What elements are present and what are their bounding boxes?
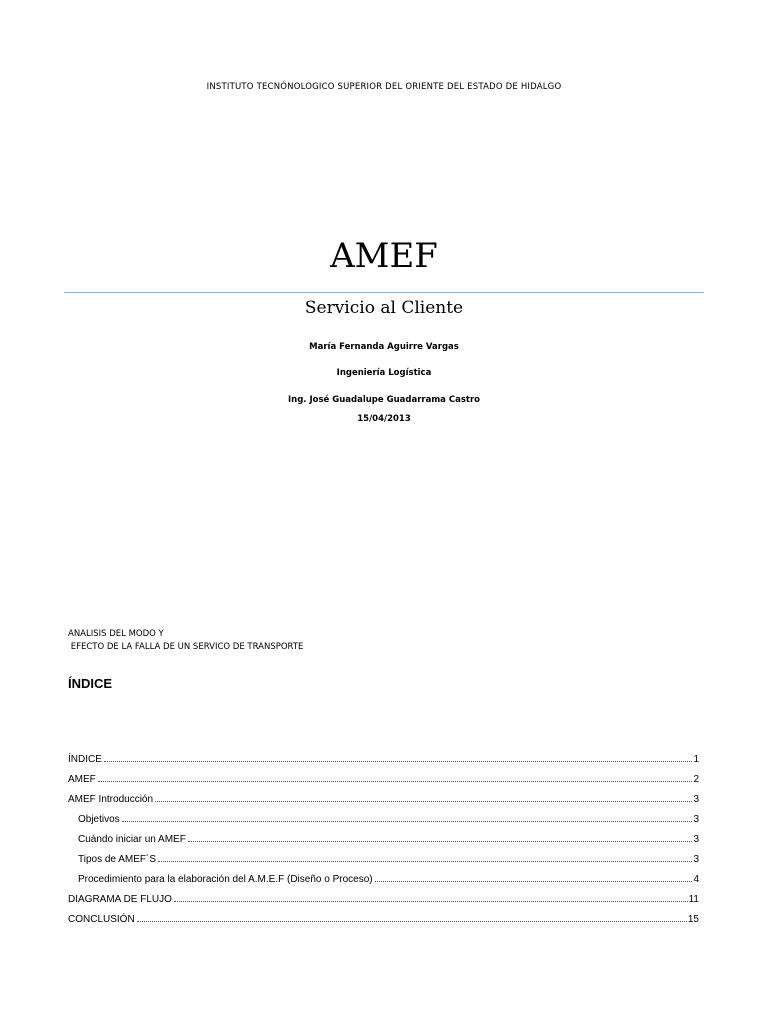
index-heading: ÍNDICE: [68, 676, 113, 691]
document-date: 15/04/2013: [357, 414, 411, 424]
toc-page-number: 3: [693, 794, 699, 805]
toc-leader-dots: [174, 900, 688, 902]
career-name: Ingeniería Logística: [336, 368, 432, 378]
toc-entry[interactable]: [68, 872, 699, 892]
toc-label: DIAGRAMA DE FLUJO: [68, 894, 172, 905]
toc-leader-dots: [375, 880, 693, 882]
toc-label: CONCLUSIÓN: [68, 914, 135, 925]
toc-entry[interactable]: [68, 792, 699, 812]
toc-entry[interactable]: [68, 772, 699, 792]
toc-label: Cuándo iniciar un AMEF: [78, 834, 186, 845]
toc-leader-dots: [158, 860, 692, 862]
teacher-name: Ing. José Guadalupe Guadarrama Castro: [287, 395, 480, 405]
toc-page-number: 3: [693, 834, 699, 845]
document-title: AMEF: [330, 236, 438, 276]
toc-entry[interactable]: [68, 892, 699, 912]
toc-label: ÍNDICE: [68, 754, 102, 765]
toc-leader-dots: [188, 840, 693, 842]
toc-label: Tipos de AMEF´S: [78, 854, 156, 865]
toc-page-number: 2: [693, 774, 699, 785]
toc-label: Procedimiento para la elaboración del A.M.E.F (Diseño o Proceso): [78, 874, 373, 885]
toc-leader-dots: [122, 820, 693, 822]
toc-entry[interactable]: [68, 752, 699, 772]
toc-entry[interactable]: [68, 832, 699, 852]
toc-page-number: 4: [693, 874, 699, 885]
toc-entry[interactable]: [68, 812, 699, 832]
author-name: María Fernanda Aguirre Vargas: [309, 342, 459, 352]
toc-page-number: 11: [688, 894, 699, 905]
toc-label: AMEF: [68, 774, 96, 785]
toc-label: Objetivos: [78, 814, 120, 825]
toc-entry[interactable]: [68, 912, 699, 932]
table-of-contents: [68, 752, 699, 932]
toc-page-number: 3: [693, 814, 699, 825]
toc-page-number: 15: [687, 914, 699, 925]
toc-label: AMEF Introducción: [68, 794, 154, 805]
toc-leader-dots: [104, 760, 693, 762]
description-line-1: ANALISIS DEL MODO Y: [68, 629, 164, 639]
toc-page-number: 3: [693, 854, 699, 865]
toc-leader-dots: [98, 780, 693, 782]
institute-name: INSTITUTO TECNÓNOLOGICO SUPERIOR DEL ORIENTE DEL ESTADO DE HIDALGO: [206, 82, 562, 92]
description-line-2: EFECTO DE LA FALLA DE UN SERVICO DE TRANSPORTE: [68, 642, 304, 652]
toc-page-number: 1: [693, 754, 699, 765]
document-subtitle: Servicio al Cliente: [304, 298, 464, 318]
toc-leader-dots: [155, 800, 692, 802]
toc-leader-dots: [137, 920, 687, 922]
toc-entry[interactable]: [68, 852, 699, 872]
title-rule: [64, 292, 704, 293]
